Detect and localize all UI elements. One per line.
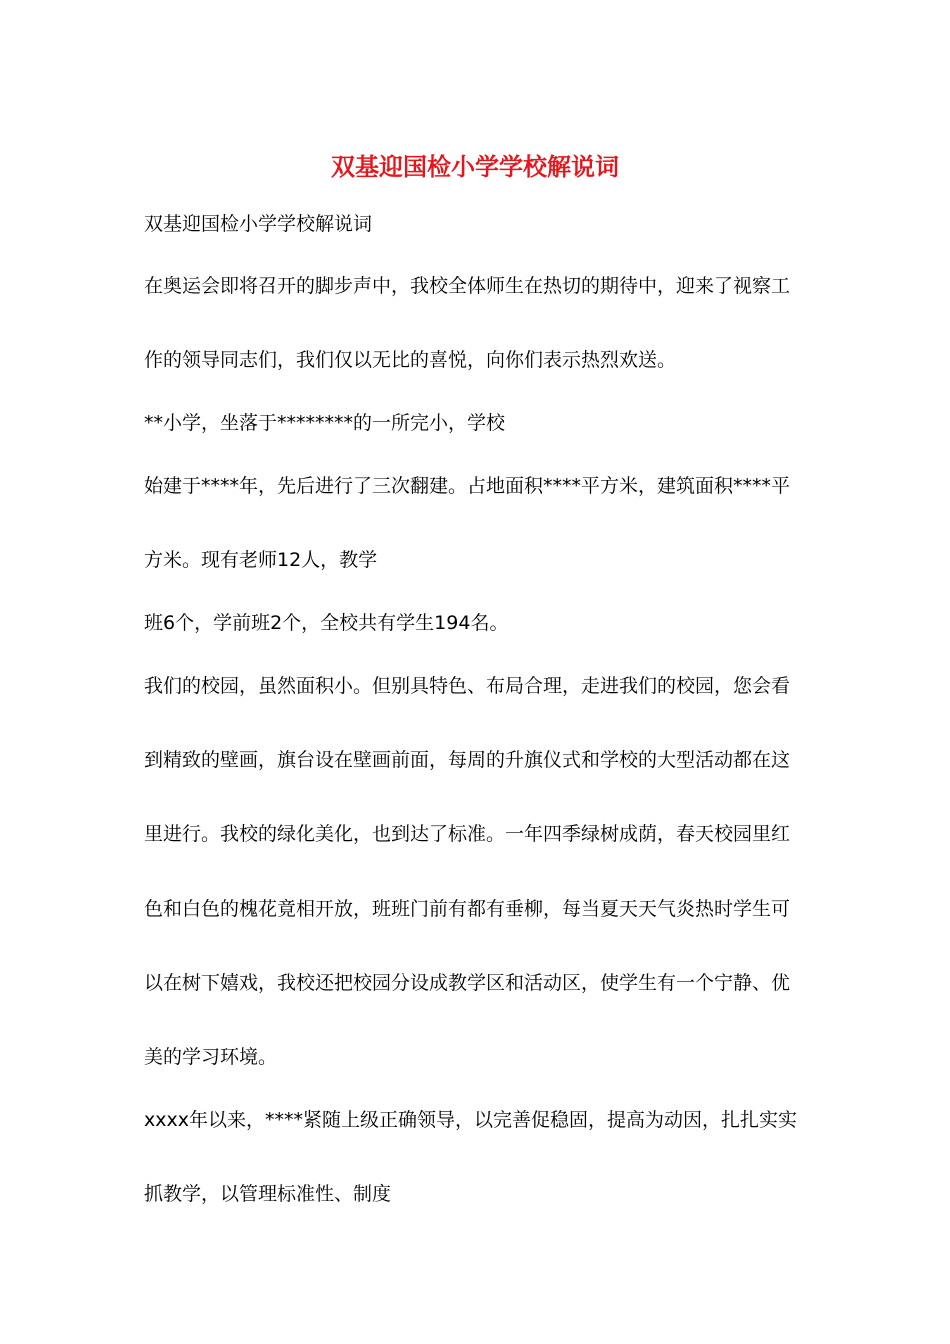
paragraph-line: 始建于****年，先后进行了三次翻建。占地面积****平方米，建筑面积****平: [144, 475, 791, 497]
paragraph-line: 抓教学，以管理标准性、制度: [144, 1183, 392, 1205]
paragraph-line: 色和白色的槐花竟相开放，班班门前有都有垂柳，每当夏天天气炎热时学生可: [144, 898, 791, 920]
paragraph-line: 到精致的壁画，旗台设在壁画前面，每周的升旗仪式和学校的大型活动都在这: [144, 749, 791, 771]
paragraph-line: 在奥运会即将召开的脚步声中，我校全体师生在热切的期待中，迎来了视察工: [144, 275, 791, 297]
paragraph-line: xxxx年以来，****紧随上级正确领导，以完善促稳固，提高为动因，扎扎实实: [144, 1109, 797, 1131]
paragraph-line: 方米。现有老师12人，教学: [144, 549, 378, 571]
paragraph-line: **小学，坐落于********的一所完小，学校: [144, 412, 506, 434]
paragraph-line: 作的领导同志们，我们仅以无比的喜悦，向你们表示热烈欢送。: [144, 349, 677, 371]
paragraph-line: 以在树下嬉戏，我校还把校园分设成教学区和活动区，使学生有一个宁静、优: [144, 972, 791, 994]
paragraph-line: 美的学习环境。: [144, 1046, 278, 1068]
subtitle-line: 双基迎国检小学学校解说词: [144, 213, 373, 235]
paragraph-line: 我们的校园，虽然面积小。但别具特色、布局合理，走进我们的校园，您会看: [144, 675, 791, 697]
paragraph-line: 班6个，学前班2个，全校共有学生194名。: [144, 612, 509, 634]
document-title: 双基迎国检小学学校解说词: [331, 153, 619, 181]
paragraph-line: 里进行。我校的绿化美化，也到达了标准。一年四季绿树成荫，春天校园里红: [144, 823, 791, 845]
